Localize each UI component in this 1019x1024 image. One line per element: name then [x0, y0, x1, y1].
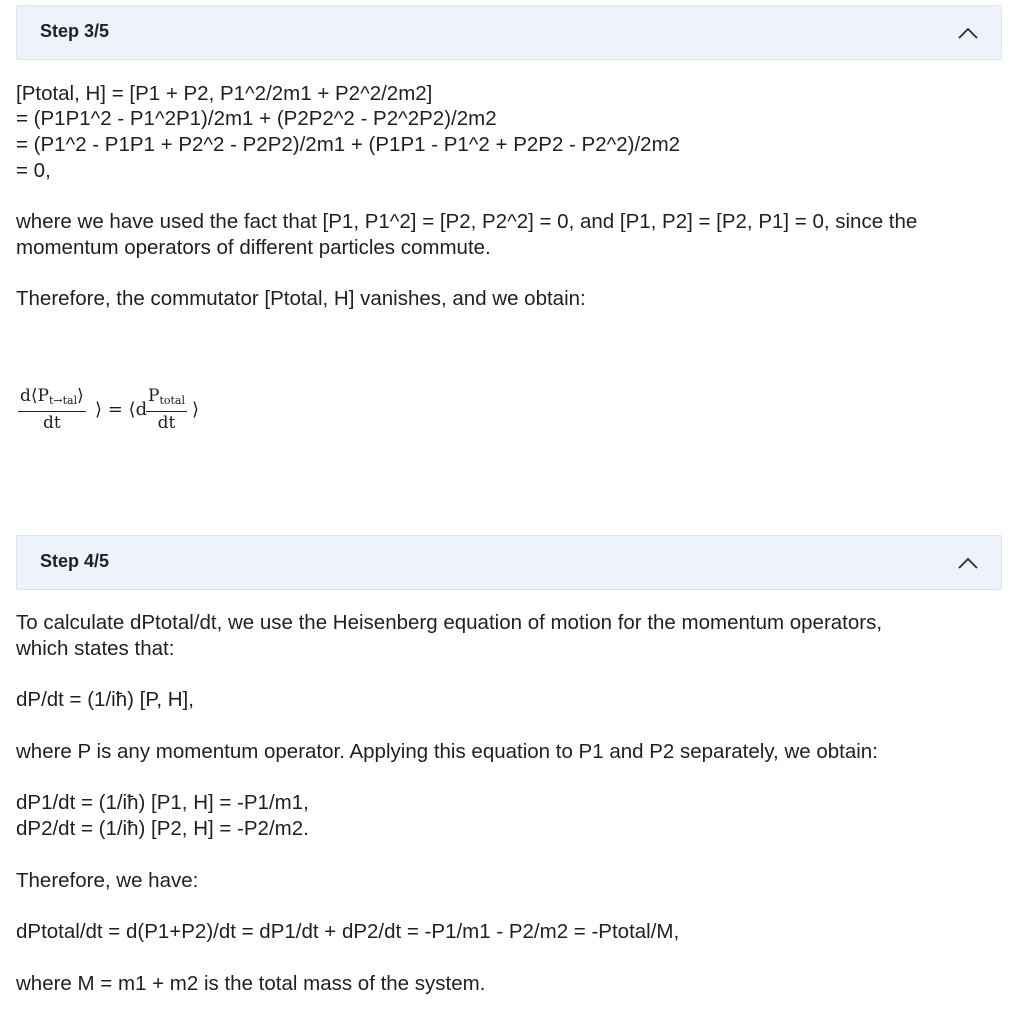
step-3-line: = (P1^2 - P1P1 + P2^2 - P2P2)/2m1 + (P1P1 - P1^2 + P2P2 - P2^2)/2m2 — [16, 133, 681, 156]
lhs-denominator: dt — [43, 413, 61, 433]
step-3-header[interactable] — [16, 5, 1002, 60]
step-4-line: dP/dt = (1/iħ) [P, H], — [16, 688, 194, 711]
step-4-line: which states that: — [16, 637, 175, 660]
step-4-line: To calculate dPtotal/dt, we use the Heisenberg equation of motion for the momentum operators, — [16, 611, 883, 634]
rhs-fraction — [146, 386, 187, 434]
step-4-line: where P is any momentum operator. Applying this equation to P1 and P2 separately, we obtain: — [16, 740, 878, 763]
step-4-line: dP1/dt = (1/iħ) [P1, H] = -P1/m1, — [16, 791, 309, 814]
chevron-up-icon[interactable] — [957, 23, 979, 43]
rhs-numerator: $P_{total}$ — [146, 386, 187, 412]
step-3-line: = 0, — [16, 159, 51, 182]
chevron-up-icon[interactable] — [957, 553, 979, 573]
step-4-line: where M = m1 + m2 is the total mass of the system. — [16, 972, 486, 995]
step-3-title: Step 3/5 — [40, 21, 110, 41]
step-4-line: Therefore, we have: — [16, 869, 199, 892]
equation-end: ⟩ — [192, 399, 200, 420]
equation-middle: ⟩ = ⟨d — [95, 399, 148, 420]
step-4-header[interactable] — [16, 535, 1002, 590]
lhs-numerator: $d⟨P_{t\to tal}⟩$ — [18, 386, 86, 412]
step-3-line: Therefore, the commutator [Ptotal, H] vanishes, and we obtain: — [16, 287, 586, 310]
step-3-line: [Ptotal, H] = [P1 + P2, P1^2/2m1 + P2^2/2m2] — [16, 82, 433, 105]
step-4-line: dP2/dt = (1/iħ) [P2, H] = -P2/m2. — [16, 817, 309, 840]
step-3-line: where we have used the fact that [P1, P1^2] = [P2, P2^2] = 0, and [P1, P2] = [P2, P1] = 0, since the — [16, 210, 918, 233]
step-4-line: dPtotal/dt = d(P1+P2)/dt = dP1/dt + dP2/dt = -P1/m1 - P2/m2 = -Ptotal/M, — [16, 920, 680, 943]
step-4-title: Step 4/5 — [40, 551, 110, 571]
step-3-line: momentum operators of different particles commute. — [16, 236, 491, 259]
lhs-fraction — [18, 386, 86, 434]
step-3-line: = (P1P1^2 - P1^2P1)/2m1 + (P2P2^2 - P2^2P2)/2m2 — [16, 107, 497, 130]
rhs-denominator: dt — [157, 413, 176, 433]
